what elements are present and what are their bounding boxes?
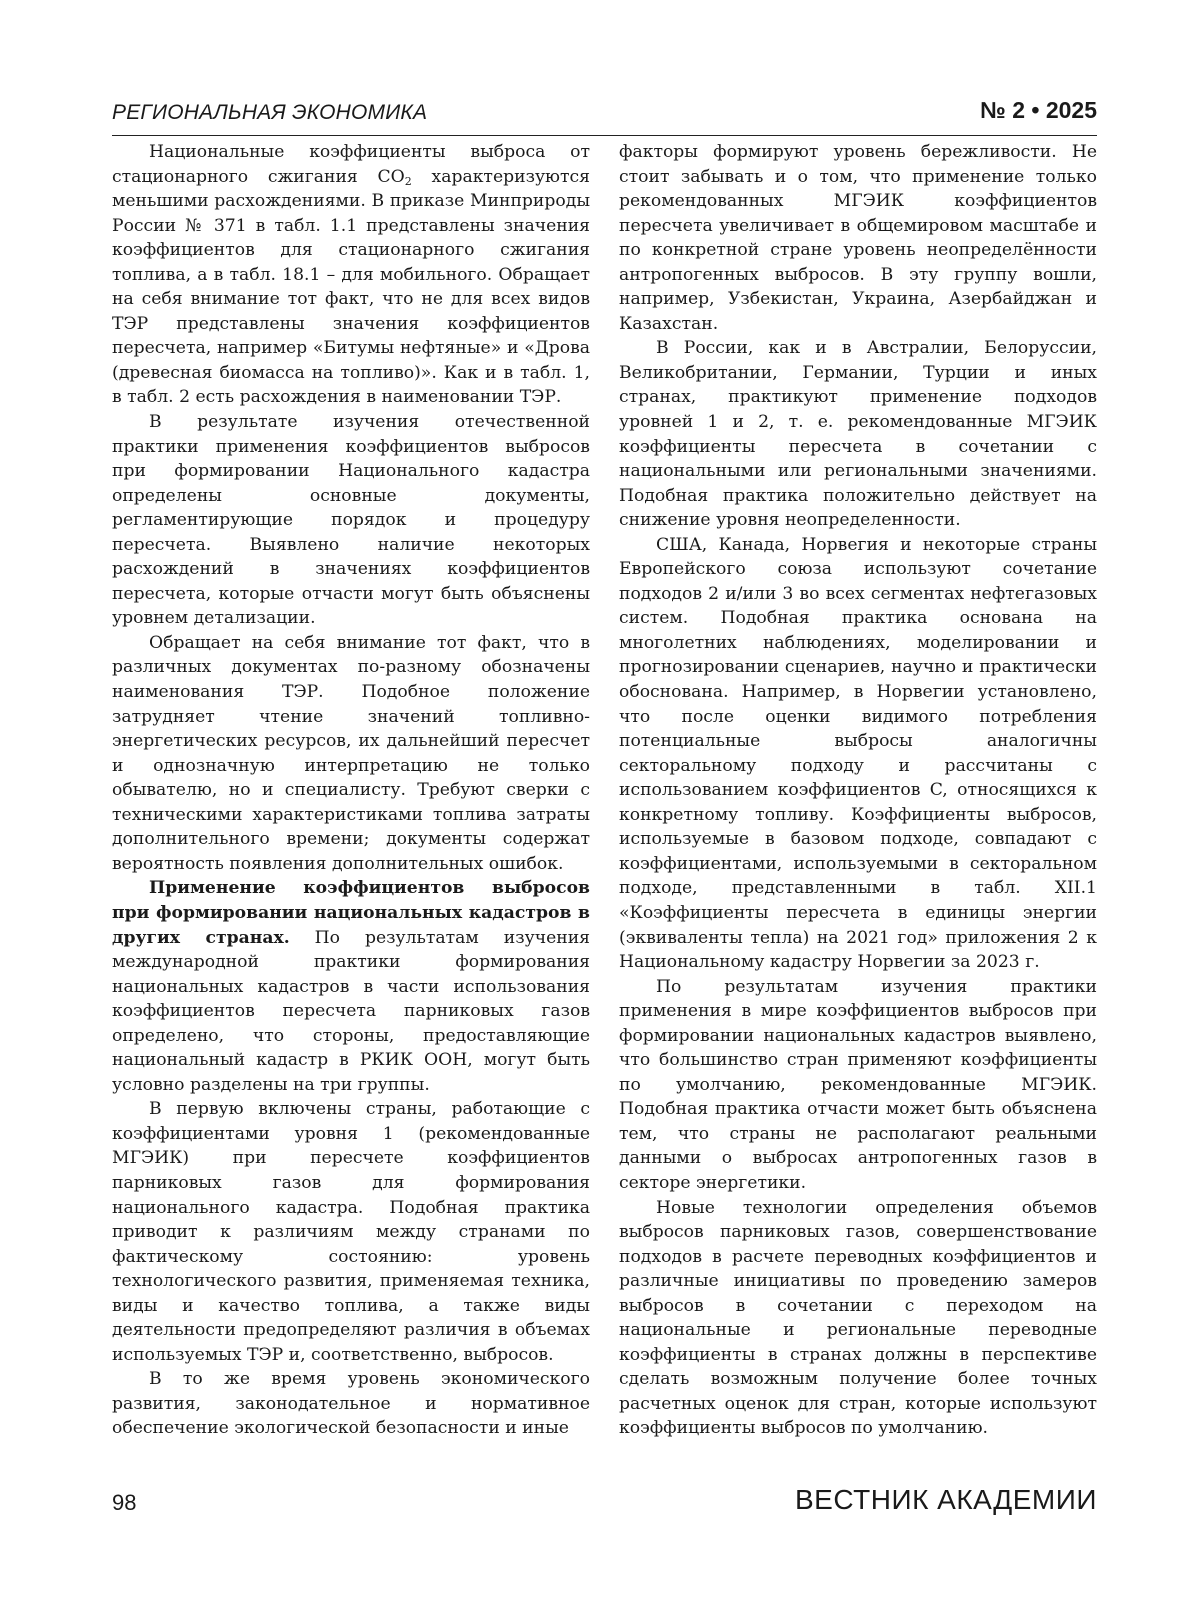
journal-name: ВЕСТНИК АКАДЕМИИ [795,1484,1097,1515]
paragraph: Применение коэффициентов выбросов при формировании национальных кадастров в других странах. По результатам изучения международной практики формирования национальных кадастров в части использования коэффициентов пересчета парниковых газов определено, что стороны, предоставляющие национальный кадастр в РКИК ООН, могут быть условно разделены на три группы. [112,878,590,1095]
subscript: 2 [404,174,412,188]
right-column [619,140,1097,1441]
paragraph: Новые технологии определения объемов выбросов парниковых газов, совершенствование подходов в расчете переводных коэффициентов и различные инициативы по проведению замеров выбросов в сочетании с переходом на национальные и региональные переводные коэффициенты в странах должны в перспективе сделать возможным получение более точных расчетных оценок для стран, которые используют коэффициенты выбросов по умолчанию. [619,1197,1097,1439]
paragraph: факторы формируют уровень бережливости. Не стоит забывать и о том, что применение только рекомендованных МГЭИК коэффициентов пересчета увеличивает в общемировом масштабе и по конкретной стране уровень неопределённости антропогенных выбросов. В эту группу вошли, например, Узбекистан, Украина, Азербайджан и Казахстан. [619,142,1097,334]
paragraph: В первую включены страны, работающие с коэффициентами уровня 1 (рекомендованные МГЭИК) при пересчете коэффициентов парниковых газов для формирования национального кадастра. Подобная практика приводит к различиям между странами по фактическому состоянию: уровень технологического развития, применяемая техника, виды и качество топлива, а также виды деятельности предопределяют различия в объемах используемых ТЭР и, соответственно, выбросов. [112,1099,590,1365]
journal-section-title: РЕГИОНАЛЬНАЯ ЭКОНОМИКА [112,101,428,124]
paragraph: В то же время уровень экономического развития, законодательное и нормативное обеспечение экологической безопасности и иные [112,1369,590,1439]
paragraph: США, Канада, Норвегия и некоторые страны Европейского союза используют сочетание подходов 2 и/или 3 во всех сегментах нефтегазовых систем. Подобная практика основана на многолетних наблюдениях, моделировании и прогнозировании сценариев, научно и практически обоснована. Например, в Норвегии установлено, что после оценки видимого потребления потенциальные выбросы аналогичны секторальному подходу и рассчитаны с использованием коэффициентов C, относящихся к конкретному топливу. Коэффициенты выбросов, используемые в базовом подходе, совпадают с коэффициентами, используемыми в секторальном подходе, представленными в табл. XII.1 «Коэффициенты пересчета в единицы энергии (эквиваленты тепла) на 2021 год» приложения 2 к Национальному кадастру Норвегии за 2023 г. [619,534,1097,973]
paragraph: По результатам изучения практики применения в мире коэффициентов выбросов при формировании национальных кадастров выявлено, что большинство стран применяют коэффициенты по умолчанию, рекомендованные МГЭИК. Подобная практика отчасти может быть объяснена тем, что страны не располагают реальными данными о выбросах антропогенных газов в секторе энергетики. [619,976,1097,1193]
running-header [112,95,1097,136]
section-heading: Применение коэффициентов выбросов при формировании национальных кадастров в других странах. [112,878,590,948]
issue-number: № 2 • 2025 [980,97,1097,123]
paragraph: В России, как и в Австралии, Белоруссии, Великобритании, Германии, Турции и иных странах, практикуют применение подходов уровней 1 и 2, т. е. рекомендованные МГЭИК коэффициенты пересчета в сочетании с национальными или региональными значениями. Подобная практика положительно действует на снижение уровня неопределенности. [619,338,1097,531]
paragraph: Обращает на себя внимание тот факт, что в различных документах по-разному обозначены наименования ТЭР. Подобное положение затрудняет чтение значений топливно-энергетических ресурсов, их дальнейший пересчет и однозначную интерпретацию не только обывателю, но и специалисту. Требуют сверки с техническими характеристиками топлива затраты дополнительного времени; документы содержат вероятность появления дополнительных ошибок. [112,632,590,874]
page-number: 98 [112,1490,137,1515]
paragraph: Национальные коэффициенты выброса от стационарного сжигания $CO_2$ характеризуются меньшими расхождениями. В приказе Минприроды России № 371 в табл. 1.1 представлены значения коэффициентов для стационарного сжигания топлива, а в табл. 18.1 – для мобильного. Обращает на себя внимание тот факт, что не для всех видов ТЭР представлены значения коэффициентов пересчета, например «Битумы нефтяные» и «Дрова (древесная биомасса на топливо)». Как и в табл. 1, в табл. 2 есть расхождения в наименовании ТЭР. [112,142,590,408]
left-column [112,140,590,1441]
paragraph: В результате изучения отечественной практики применения коэффициентов выбросов при формировании Национального кадастра определены основные документы, регламентирующие порядок и процедуру пересчета. Выявлено наличие некоторых расхождений в значениях коэффициентов пересчета, которые отчасти могут быть объяснены уровнем детализации. [112,412,590,629]
